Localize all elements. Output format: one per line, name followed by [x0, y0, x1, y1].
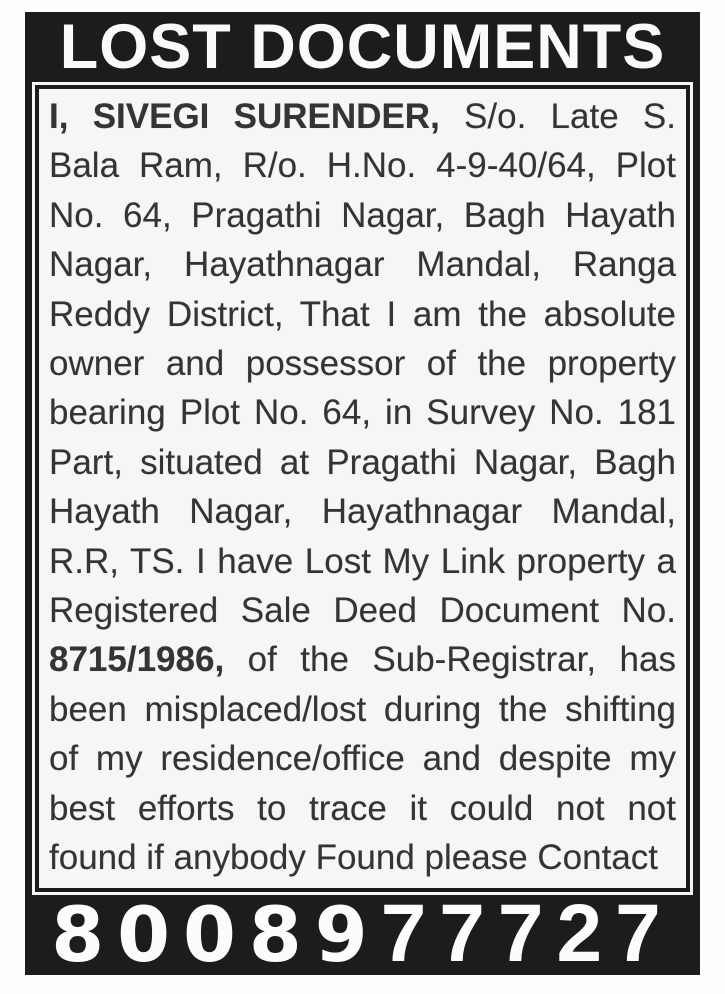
- declarant-name: I, SIVEGI SURENDER,: [49, 97, 440, 136]
- ad-text-part1: S/o. Late S. Bala Ram, R/o. H.No. 4-9-40/64, Plot No. 64, Pragathi Nagar, Bagh Hayath Nagar, Hayathnagar Mandal, Ranga Reddy District, That I am the absolute owner and possessor of the property bearing Plot No. 64, in Survey No. 181 Part, situated at Pragathi Nagar, Bagh Hayath Nagar, Hayathnagar Mandal, R.R, TS. I have Lost My Link property a Registered Sale Deed Document No.: [49, 97, 676, 631]
- ad-text-part2: of the Sub-Registrar, has been misplaced/lost during the shifting of my residence/office and despite my best efforts to trace it could not not found if anybody Found please Contact: [49, 640, 676, 878]
- phone-number-part2: 77727: [380, 897, 674, 975]
- phone-number-part1: 80089: [51, 897, 381, 975]
- lost-documents-ad: [25, 12, 700, 975]
- ad-footer: [25, 897, 700, 975]
- ad-body: [35, 85, 690, 892]
- ad-text: [49, 92, 676, 883]
- document-number: 8715/1986,: [49, 640, 225, 680]
- ad-title: LOST DOCUMENTS: [59, 12, 666, 82]
- ad-header: [25, 12, 700, 81]
